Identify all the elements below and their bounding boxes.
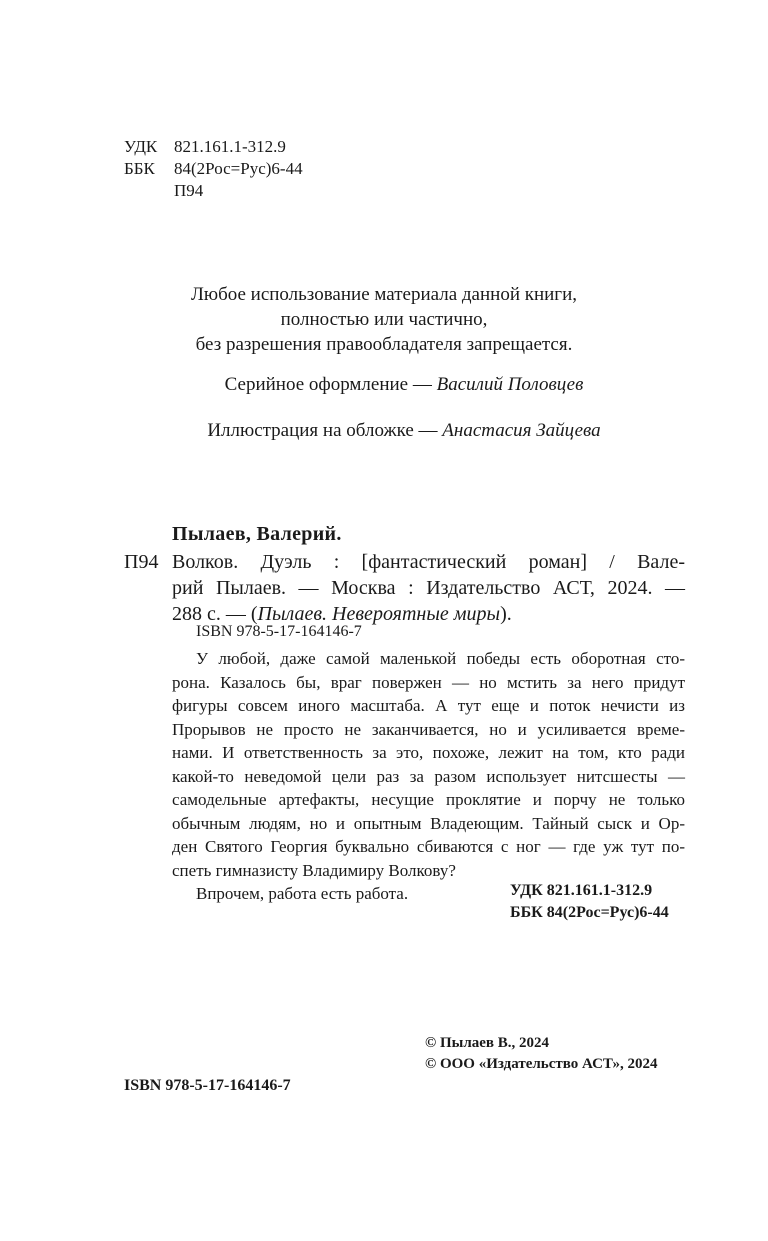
catalog-author: Пылаев, Валерий. [172, 523, 342, 545]
udk-row [124, 136, 303, 158]
annotation-line: ден Святого Георгия буквально сбиваются с ног — где уж тут по- [172, 837, 685, 856]
udk-block [124, 136, 303, 202]
annotation-line: фигуры совсем иного масштаба. А тут еще и поток нечисти из [172, 696, 685, 715]
series-design-label: Серийное оформление — [224, 374, 432, 395]
catalog-pages: 288 с. — ( [172, 603, 258, 625]
cover-illustration-name: Анастасия Зайцева [442, 420, 601, 441]
author-sign-value: П94 [174, 181, 204, 200]
catalog-series: Пылаев. Невероятные миры [257, 603, 501, 625]
annotation-line: какой-то неведомой цели раз за разом использует нитсшесты — [172, 766, 685, 786]
catalog-description [172, 549, 685, 627]
annotation-line: У любой, даже самой маленькой победы есть оборотная сто- [196, 649, 685, 668]
annotation-line: спеть гимназисту Владимиру Волкову? [172, 860, 456, 880]
annotation-last-line: Впрочем, работа есть работа. [196, 884, 409, 903]
notice-line: полностью или частично, [280, 309, 488, 330]
author-copyright: © Пылаев В., 2024 [425, 1035, 550, 1051]
annotation-line: рона. Казалось бы, враг повержен — но мстить за него придут [172, 672, 685, 692]
udk-code: УДК 821.161.1-312.9 [510, 882, 653, 899]
udk-key: УДК [124, 137, 158, 156]
annotation-line: нами. И ответственность за это, похоже, лежит на том, кто ради [172, 743, 685, 762]
author-sign-key [124, 180, 174, 202]
annotation-line: обычным людям, но и опытным Владеющим. Тайный сыск и Ор- [172, 813, 685, 833]
series-design-credit [0, 372, 768, 397]
bbk-row [124, 158, 303, 180]
classification-codes [510, 880, 669, 924]
catalog-line: Волков. Дуэль : [фантастический роман] / Вале- [172, 551, 685, 573]
cover-illustration-label: Иллюстрация на обложке — [207, 420, 438, 441]
bbk-key: ББК [124, 159, 155, 178]
annotation-line: самодельные артефакты, несущие проклятие и порчу не только [172, 790, 685, 809]
catalog-line: рий Пылаев. — Москва : Издательство АСТ, 2024. — [172, 577, 685, 599]
notice-line: Любое использование материала данной книги, [190, 284, 578, 305]
catalog-code: П94 [124, 551, 159, 573]
annotation-line: Прорывов не просто не заканчивается, но и усиливается време- [172, 719, 685, 739]
cover-illustration-credit [0, 418, 768, 443]
copyright-notice [0, 282, 768, 357]
catalog-line-end: ). [500, 603, 512, 625]
bbk-value: 84(2Рос=Рус)6-44 [174, 159, 303, 178]
notice-line: без разрешения правообладателя запрещается. [195, 334, 573, 355]
annotation [172, 647, 685, 906]
catalog-isbn: ISBN 978-5-17-164146-7 [196, 623, 362, 640]
udk-value: 821.161.1-312.9 [174, 137, 286, 156]
footer-isbn: ISBN 978-5-17-164146-7 [124, 1077, 291, 1094]
series-design-name: Василий Половцев [436, 374, 584, 395]
publisher-copyright: © ООО «Издательство АСТ», 2024 [425, 1056, 658, 1072]
copyright-block [425, 1033, 658, 1075]
author-sign-row [124, 180, 303, 202]
bbk-code: ББК 84(2Рос=Рус)6-44 [510, 904, 669, 921]
